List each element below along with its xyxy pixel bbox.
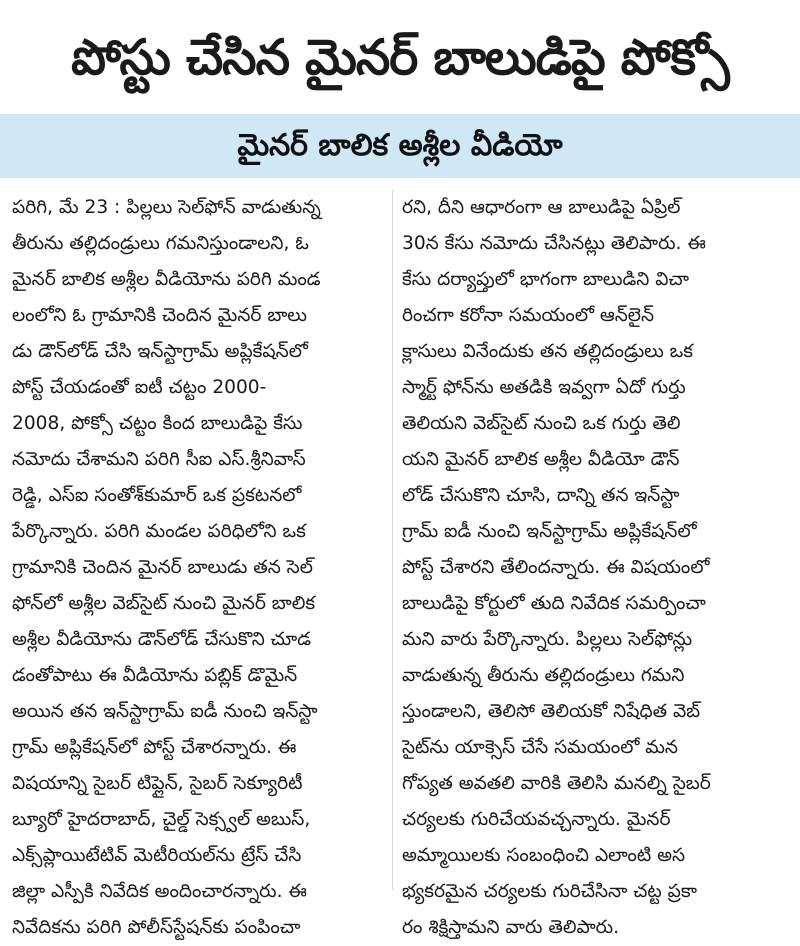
- body-line: రని, దీని ఆధారంగా ఆ బాలుడిపై ఏప్రిల్: [402, 197, 681, 218]
- body-line: గ్రామ్ ఐడీ నుంచి ఇన్‌స్టాగ్రామ్ అప్లికేషన్‌లో: [402, 521, 697, 542]
- article-column-left: [12, 190, 397, 946]
- body-line: పేర్కొన్నారు. పరిగి మండల పరిధిలోని ఒక: [12, 521, 306, 542]
- subheadline: మైనర్ బాలిక అశ్లీల వీడియో: [237, 128, 563, 163]
- body-line: తెలియని వెబ్‌సైట్ నుంచి ఒక గుర్తు తెలి: [402, 413, 681, 434]
- body-line: లోడ్ చేసుకొని చూసి, దాన్ని తన ఇన్‌స్టా: [402, 485, 680, 506]
- body-line: భ్యకరమైన చర్యలకు గురిచేసినా చట్ట ప్రకా: [402, 881, 697, 902]
- body-line: గోప్యత అవతలి వారికి తెలిసి మనల్ని సైబర్: [402, 773, 711, 794]
- body-line: వాడుతున్న తీరును తల్లిదండ్రులు గమని: [402, 665, 685, 686]
- body-line: నివేదికను పరిగి పోలీస్‌స్టేషన్‌కు పంపించా: [12, 917, 301, 938]
- body-line: ఎక్స్‌ప్లాయిటేటివ్ మెటీరియల్‌ను ట్రేస్ చేసి: [12, 845, 302, 866]
- body-line: విషయాన్ని సైబర్ టిప్లైన్, సైబర్ సెక్యూరిటీ: [12, 773, 303, 794]
- body-line: రెడ్డి, ఎస్ఐ సంతోశ్‌కుమార్ ఒక ప్రకటనలో: [12, 485, 302, 506]
- body-line: డంతోపాటు ఈ వీడియోను పబ్లిక్ డొమైన్: [12, 665, 298, 686]
- body-line: 30న కేసు నమోదు చేసినట్లు తెలిపారు. ఈ: [402, 233, 706, 254]
- body-line: మైనర్ బాలిక అశ్లీల వీడియోను పరిగి మండ: [12, 269, 321, 290]
- body-line: స్తుండాలని, తెలిసో తెలియకో నిషేధిత వెబ్: [402, 701, 701, 722]
- article-column-right: [402, 190, 790, 946]
- body-line: రించగా కరోనా సమయంలో ఆన్‌లైన్: [402, 305, 654, 326]
- headline: పోస్టు చేసిన మైనర్ బాలుడిపై పోక్సో: [71, 29, 729, 86]
- body-line: బ్యూరో హైదరాబాద్, చైల్డ్ సెక్స్వల్ అబుస్,: [12, 809, 311, 830]
- body-line: ఫోన్‌లో అశ్లీల వెబ్‌సైట్ నుంచి మైనర్ బాలిక: [12, 593, 316, 614]
- body-line: పోస్ట్ చేశారని తేలిందన్నారు. ఈ విషయంలో: [402, 557, 710, 578]
- body-line: లంలోని ఓ గ్రామానికి చెందిన మైనర్ బాలు: [12, 305, 307, 326]
- body-line: యని మైనర్ బాలిక అశ్లీల వీడియో డౌన్: [402, 449, 680, 470]
- body-line: డు డౌన్‌లోడ్ చేసి ఇన్‌స్టాగ్రామ్ అప్లికేషన్‌లో: [12, 341, 308, 362]
- body-line: పరిగి, మే 23 : పిల్లలు సెల్‌ఫోన్ వాడుతున్న: [12, 197, 321, 218]
- body-line: జిల్లా ఎస్పీకి నివేదిక అందించారన్నారు. ఈ: [12, 881, 307, 902]
- body-line: చర్యలకు గురిచేయవచ్చన్నారు. మైనర్: [402, 809, 671, 830]
- body-line: సైట్‌ను యాక్సెస్ చేసే సమయంలో మన: [402, 737, 678, 758]
- body-line: అమ్మాయిలకు సంబంధించి ఎలాంటి అస: [402, 845, 686, 866]
- body-line: రం శిక్షిస్తామని వారు తెలిపారు.: [402, 917, 620, 938]
- body-line: పోస్ట్ చేయడంతో ఐటీ చట్టం 2000-: [12, 377, 267, 398]
- body-line: 2008, పోక్సో చట్టం కింద బాలుడిపై కేసు: [12, 413, 303, 434]
- body-line: అయిన తన ఇన్‌స్టాగ్రామ్ ఐడీ నుంచి ఇన్‌స్టా: [12, 701, 318, 722]
- body-line: మని వారు పేర్కొన్నారు. పిల్లలు సెల్‌ఫోన్లు: [402, 629, 693, 650]
- body-line: క్లాసులు వినేందుకు తన తల్లిదండ్రులు ఒక: [402, 341, 693, 362]
- body-line: కేసు దర్యాప్తులో భాగంగా బాలుడిని విచా: [402, 269, 690, 290]
- body-line: నమోదు చేశామని పరిగి సీఐ ఎస్.శ్రీనివాస్: [12, 449, 306, 470]
- body-line: బాలుడిపై కోర్టులో తుది నివేదిక సమర్పించా: [402, 593, 706, 614]
- column-divider: [392, 190, 393, 890]
- body-line: గ్రామానికి చెందిన మైనర్ బాలుడు తన సెల్: [12, 557, 313, 578]
- body-line: గ్రామ్ అప్లికేషన్‌లో పోస్ట్ చేశారన్నారు. ఈ: [12, 737, 297, 758]
- body-line: అశ్లీల వీడియోను డౌన్‌లోడ్ చేసుకొని చూడ: [12, 629, 311, 650]
- body-line: తీరును తల్లిదండ్రులు గమనిస్తుండాలని, ఓ: [12, 233, 309, 254]
- body-line: స్మార్ట్ ఫోన్‌ను అతడికి ఇవ్వగా ఏదో గుర్తు: [402, 377, 686, 398]
